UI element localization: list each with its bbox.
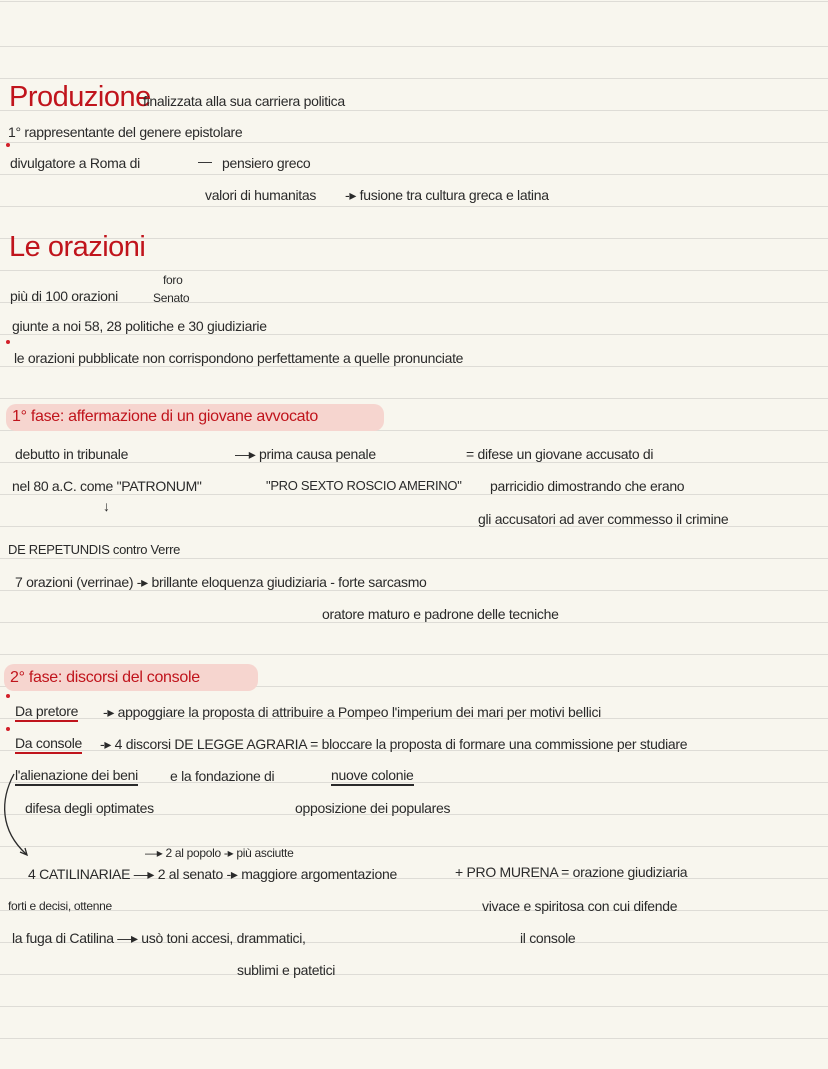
note-line: valori di humanitas: [205, 187, 317, 203]
note-label: Da pretore: [15, 702, 78, 722]
note-line: il console: [520, 930, 576, 946]
fase2-title: 2° fase: discorsi del console: [10, 669, 200, 686]
bullet-dot: [6, 694, 10, 698]
note-line: = difese un giovane accusato di: [466, 446, 654, 462]
note-line: 1° rappresentante del genere epistolare: [8, 124, 243, 140]
bullet-dot: [6, 340, 10, 344]
note-line: —▸ prima causa penale: [235, 446, 376, 462]
note-line: nuove colonie: [331, 766, 414, 786]
bullet-dot: [6, 727, 10, 731]
note-line: "PRO SEXTO ROSCIO AMERINO": [266, 478, 462, 493]
note-line: divulgatore a Roma di: [10, 155, 140, 171]
note-label: Da console: [15, 734, 82, 754]
branch-dash: —: [198, 153, 212, 169]
note-line: gli accusatori ad aver commesso il crimine: [478, 511, 729, 527]
note-line: più di 100 orazioni: [10, 288, 118, 304]
fase1-title: 1° fase: affermazione di un giovane avvocato: [12, 408, 318, 425]
note-line: vivace e spiritosa con cui difende: [482, 898, 678, 914]
note-line: le orazioni pubblicate non corrispondono perfettamente a quelle pronunciate: [14, 350, 464, 366]
arrow-down: ↓: [103, 498, 110, 514]
note-line: oratore maturo e padrone delle tecniche: [322, 606, 559, 622]
note-line: forti e decisi, ottenne: [8, 899, 112, 913]
branch-senato: Senato: [153, 291, 190, 305]
note-line: + PRO MURENA = orazione giudiziaria: [455, 864, 688, 880]
note-line: sublimi e patetici: [237, 962, 336, 978]
note-line: e la fondazione di: [170, 768, 275, 784]
note-line: 4 CATILINARIAE —▸ 2 al senato -▸ maggiore argomentazione: [28, 866, 397, 882]
note-line: 7 orazioni (verrinae) -▸ brillante eloquenza giudiziaria - forte sarcasmo: [15, 574, 427, 590]
note-line: opposizione dei populares: [295, 800, 451, 816]
note-line: giunte a noi 58, 28 politiche e 30 giudiziarie: [12, 318, 267, 334]
note-line: parricidio dimostrando che erano: [490, 478, 685, 494]
bullet-dot: [6, 143, 10, 147]
note-line: l'alienazione dei beni: [15, 766, 138, 786]
note-line: -▸ fusione tra cultura greca e latina: [345, 187, 549, 203]
note-line: difesa degli optimates: [25, 800, 154, 816]
note-line: -▸ 4 discorsi DE LEGGE AGRARIA = bloccare la proposta di formare una commissione per studiare: [100, 736, 688, 752]
note-line: la fuga di Catilina —▸ usò toni accesi, drammatici,: [12, 930, 306, 946]
note-line: —▸ 2 al popolo -▸ più asciutte: [145, 846, 294, 860]
orazioni-title: Le orazioni: [9, 231, 146, 263]
curved-arrow-icon: [0, 770, 40, 860]
note-line: nel 80 a.C. come "PATRONUM": [12, 478, 202, 494]
note-line: pensiero greco: [222, 155, 311, 171]
produzione-title: Produzione: [9, 81, 151, 113]
note-line: debutto in tribunale: [15, 446, 129, 462]
produzione-subtitle: finalizzata alla sua carriera politica: [143, 93, 345, 109]
note-line: -▸ appoggiare la proposta di attribuire a Pompeo l'imperium dei mari per motivi bellici: [103, 704, 601, 720]
note-line: DE REPETUNDIS contro Verre: [8, 542, 181, 557]
branch-foro: foro: [163, 273, 183, 287]
